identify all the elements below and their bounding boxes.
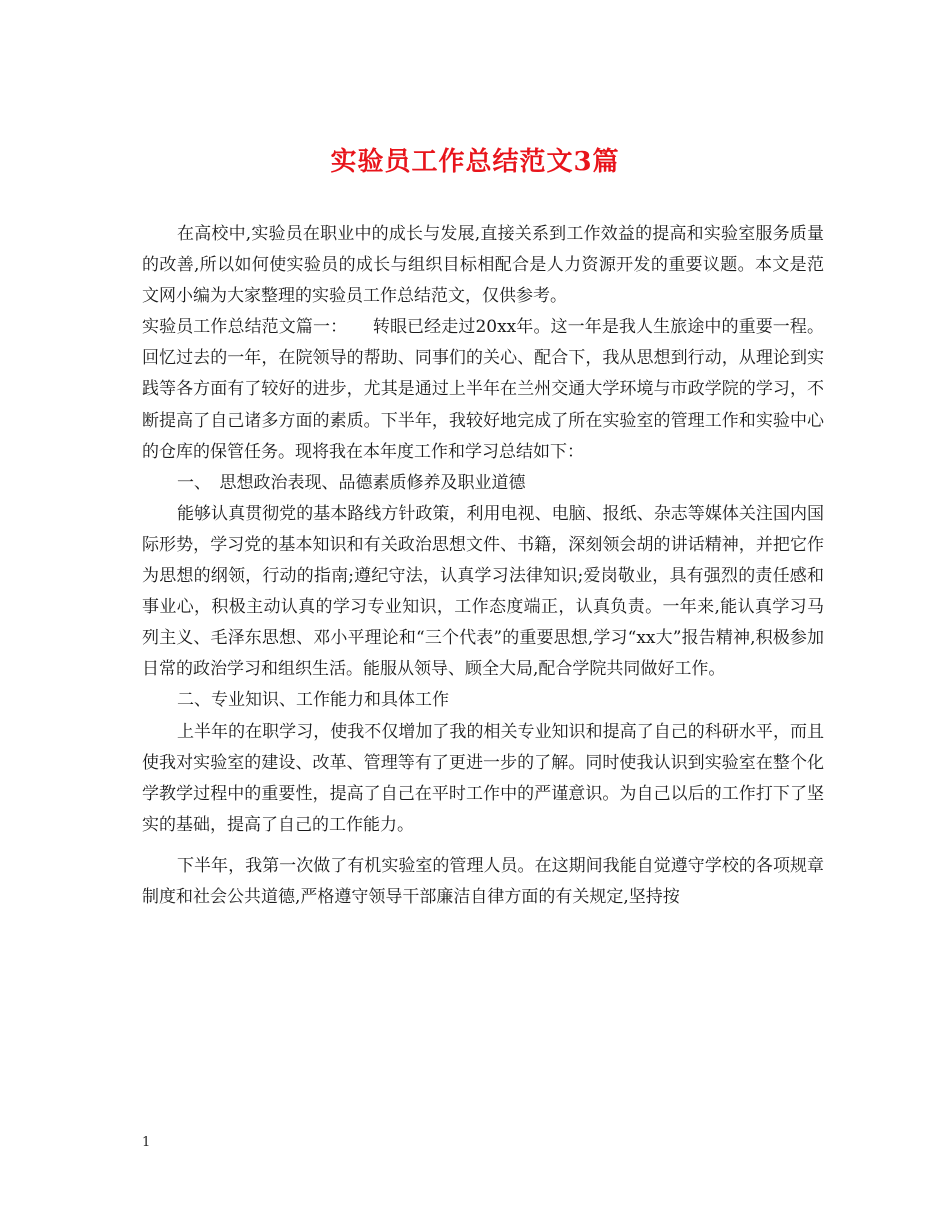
page-number: 1 — [142, 1135, 151, 1150]
document-title: 实验员工作总结范文3篇 — [330, 147, 620, 177]
document-body — [142, 219, 824, 913]
paragraph-intro: 在高校中,实验员在职业中的成长与发展,直接关系到工作效益的提高和实验室服务质量的改善,所以如何使实验员的成长与组织目标相配合是人力资源开发的重要议题。本文是范文网小编为大家整理的实验员工作总结范文，仅供参考。 — [142, 224, 824, 307]
paragraph-first-half-study: 上半年的在职学习，使我不仅增加了我的相关专业知识和提高了自己的科研水平，而且使我对实验室的建设、改革、管理等有了更进一步的了解。同时使我认识到实验室在整个化学教学过程中的重要性，提高了自己在平时工作中的严谨意识。为自己以后的工作打下了坚实的基础，提高了自己的工作能力。 — [142, 721, 824, 835]
section-heading-political: 一、 思想政治表现、品德素质修养及职业道德 — [177, 472, 526, 493]
paragraph-article-one-opening: 实验员工作总结范文篇一： 转眼已经走过20xx年。这一年是我人生旅途中的重要一程。回忆过去的一年，在院领导的帮助、同事们的关心、配合下，我从思想到行动，从理论到实践等各方面有了较好的进步，尤其是通过上半年在兰州交通大学环境与市政学院的学习，不断提高了自己诸多方面的素质。下半年，我较好地完成了所在实验室的管理工作和实验中心的仓库的保管任务。现将我在本年度工作和学习总结如下： — [142, 317, 824, 462]
paragraph-political: 能够认真贯彻党的基本路线方针政策，利用电视、电脑、报纸、杂志等媒体关注国内国际形势，学习党的基本知识和有关政治思想文件、书籍，深刻领会胡的讲话精神，并把它作为思想的纲领，行动的指南;遵纪守法，认真学习法律知识;爱岗敬业，具有强烈的责任感和事业心，积极主动认真的学习专业知识，工作态度端正，认真负责。一年来,能认真学习马列主义、毛泽东思想、邓小平理论和“三个代表”的重要思想,学习“xx大”报告精神,积极参加日常的政治学习和组织生活。能服从领导、顾全大局,配合学院共同做好工作。 — [142, 503, 824, 680]
paragraph-second-half-work: 下半年，我第一次做了有机实验室的管理人员。在这期间我能自觉遵守学校的各项规章制度和社会公共道德,严格遵守领导干部廉洁自律方面的有关规定,坚持按 — [142, 855, 824, 907]
section-heading-professional: 二、专业知识、工作能力和具体工作 — [177, 690, 449, 711]
